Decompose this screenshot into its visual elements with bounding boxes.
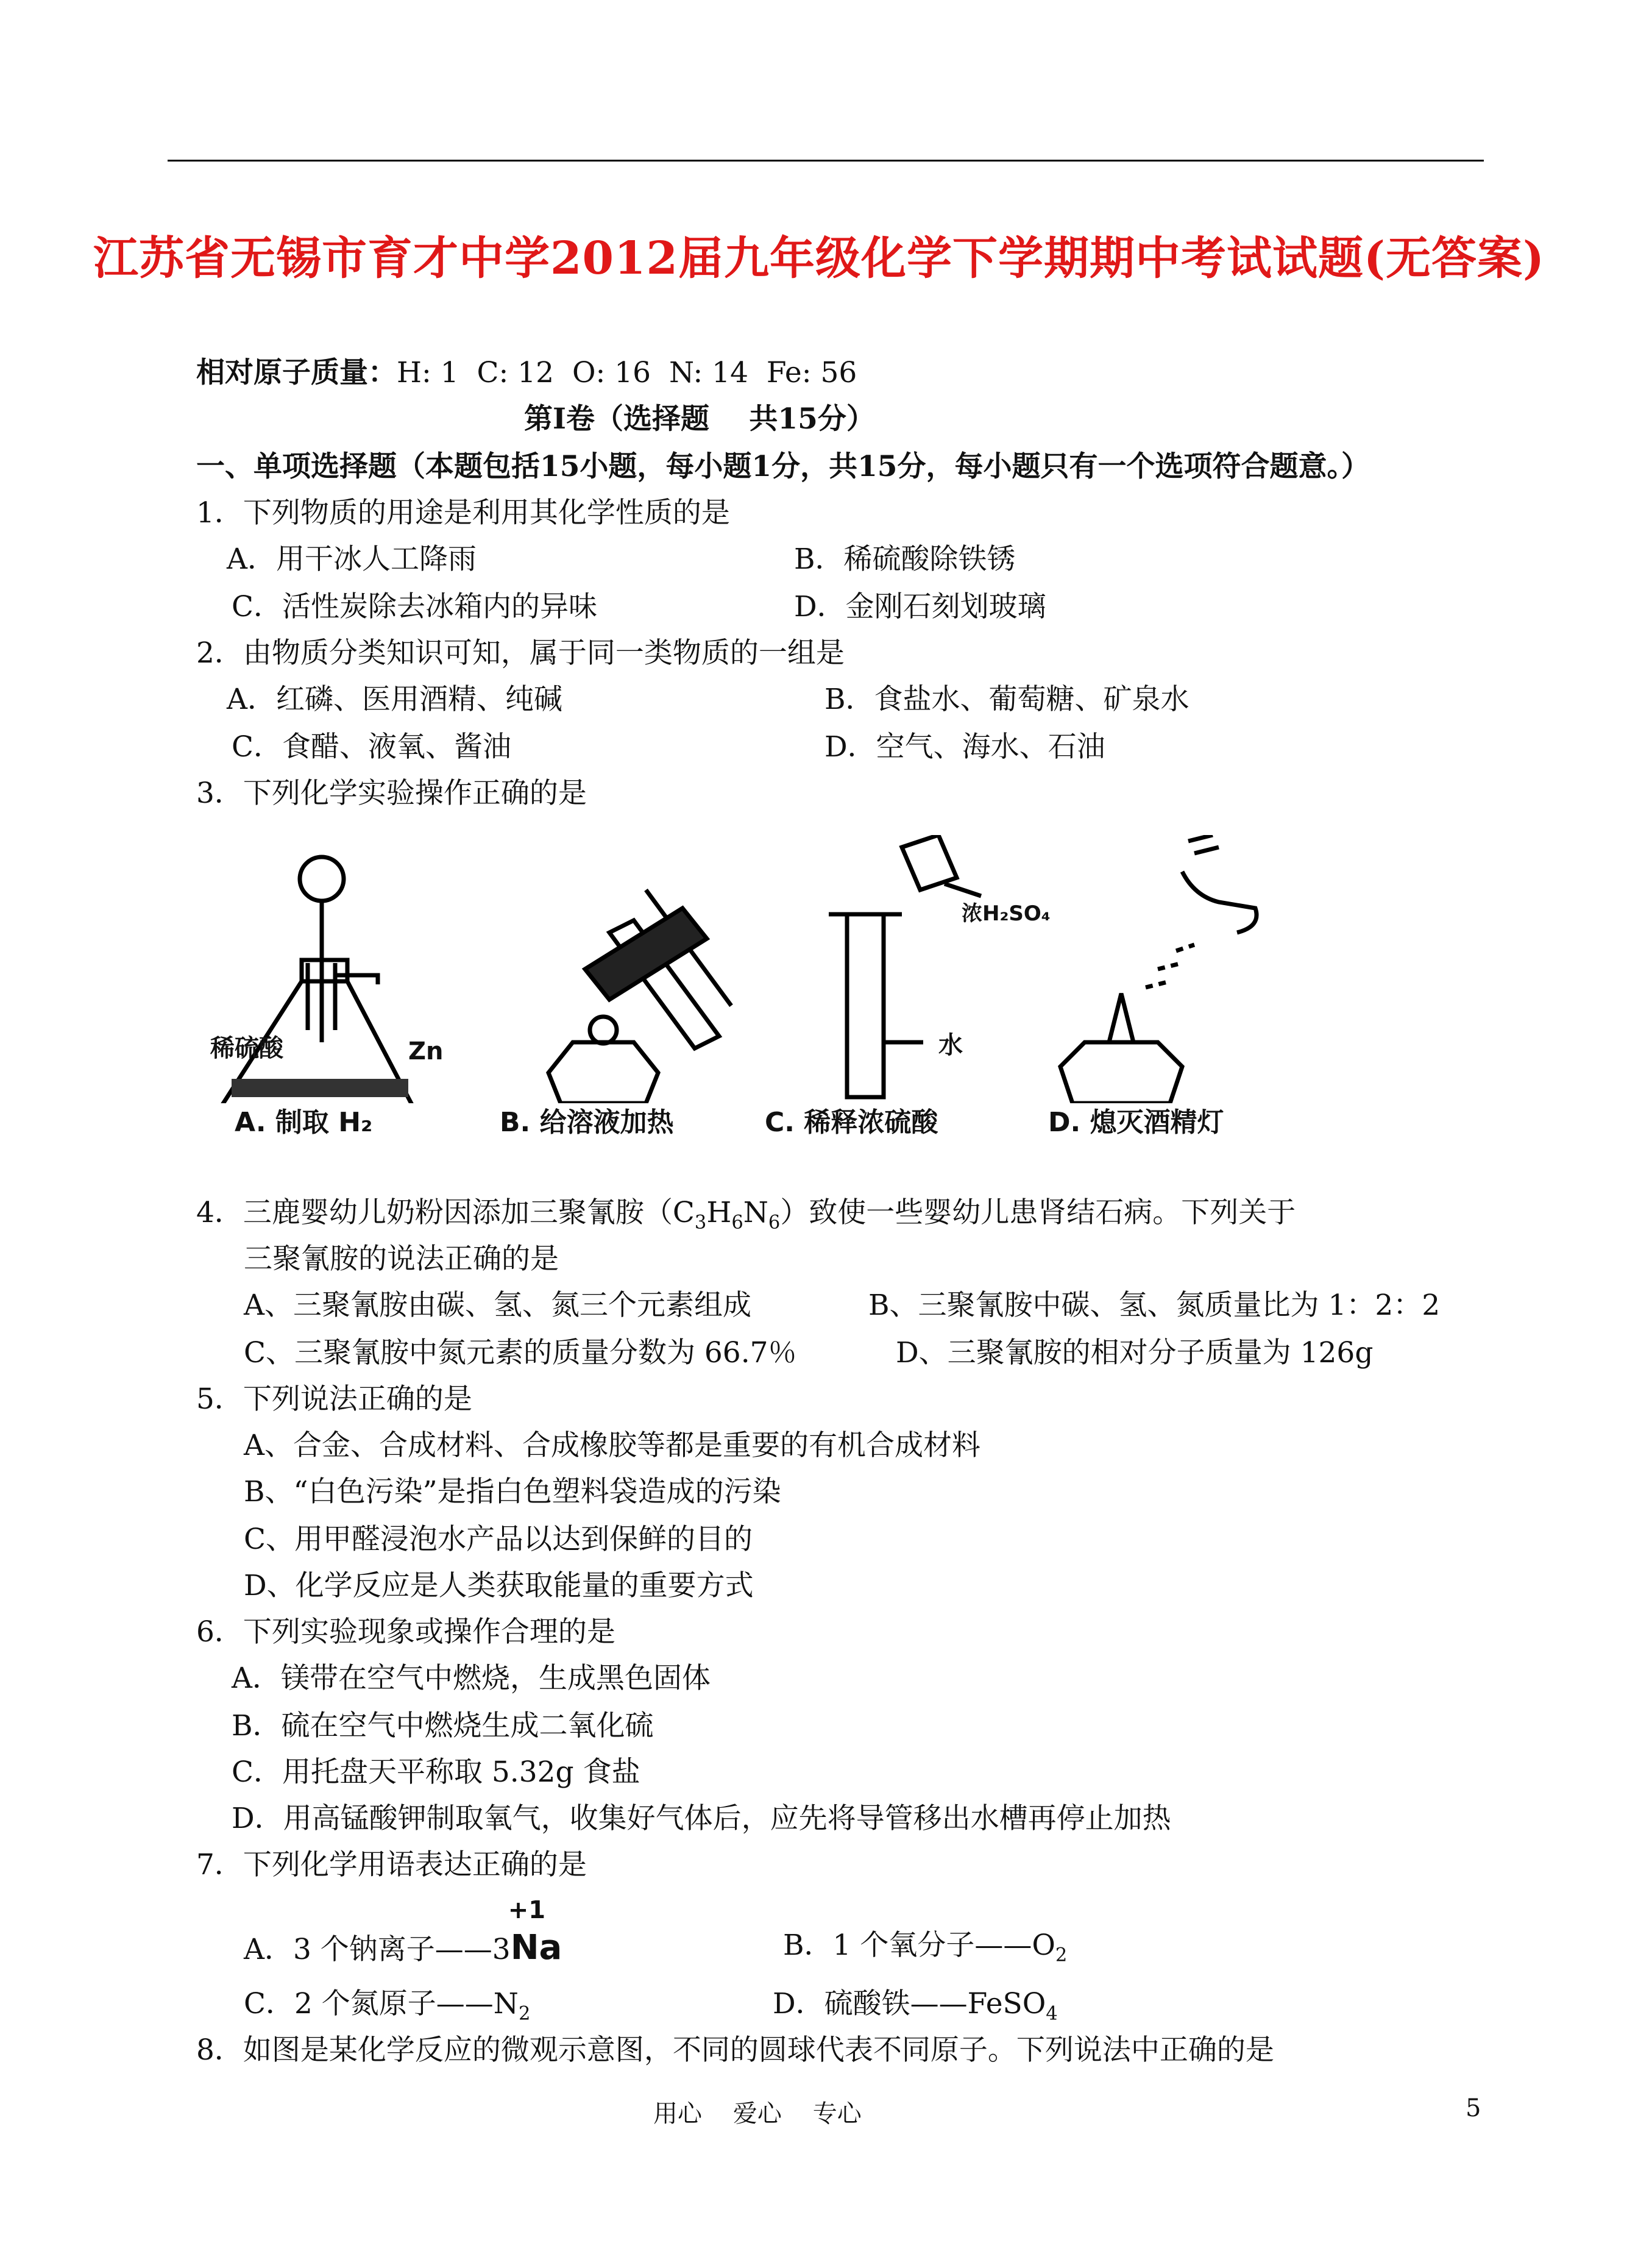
q6-option-c: C．用托盘天平称取 5.32g 食盐	[232, 1755, 640, 1789]
caption-c: C. 稀释浓硫酸	[765, 1107, 938, 1138]
q5-stem: 5．下列说法正确的是	[196, 1382, 472, 1416]
apparatus-d-lamp	[1060, 835, 1257, 1103]
q4-option-b: B、三聚氰胺中碳、氢、氮质量比为 1：2：2	[868, 1289, 1441, 1322]
q4-stem: 4．三鹿婴幼儿奶粉因添加三聚氰胺$(C_3H_6N_6)$致使一些婴幼儿患肾结石病。下列关于	[196, 1196, 1296, 1234]
q1-option-b: B．稀硫酸除铁锈	[794, 542, 1016, 576]
q2-stem: 2．由物质分类知识可知，属于同一类物质的一组是	[196, 636, 845, 670]
atomic-mass-label: 相对原子质量：H: 1 C: 12 O: 16 N: 14 Fe: 56	[196, 356, 857, 389]
caption-b: B. 给溶液加热	[500, 1107, 674, 1138]
q5-option-a: A、合金、合成材料、合成橡胶等都是重要的有机合成材料	[244, 1429, 980, 1462]
q7-option-b: B．1 个氧分子$——O_2$	[783, 1929, 1068, 1966]
page-number: 5	[1466, 2094, 1481, 2122]
q4-option-d: D、三聚氰胺的相对分子质量为 126g	[896, 1336, 1374, 1370]
q6-stem: 6．下列实验现象或操作合理的是	[196, 1615, 615, 1649]
apparatus-b-heating	[548, 890, 731, 1103]
page-title: 江苏省无锡市育才中学2012届九年级化学下学期期中考试试题(无答案)	[93, 232, 1545, 285]
q2-option-b: B．食盐水、葡萄糖、矿泉水	[824, 683, 1190, 716]
label-conc-acid: 浓H₂SO₄	[962, 901, 1051, 926]
q5-option-d: D、化学反应是人类获取能量的重要方式	[244, 1569, 754, 1602]
q4-option-c: C、三聚氰胺中氮元素的质量分数为 66.7％	[244, 1336, 797, 1370]
q7-option-d: D．硫酸铁——FeSO$_4$	[773, 1987, 1058, 2025]
q5-option-b: B、“白色污染”是指白色塑料袋造成的污染	[244, 1475, 781, 1509]
label-dilute-acid: 稀硫酸	[210, 1034, 283, 1062]
q1-option-a: A．用干冰人工降雨	[227, 542, 477, 576]
label-water: 水	[938, 1031, 963, 1059]
q7-option-a: A．3 个钠离子——3 +1 Na	[244, 1896, 562, 1968]
q7-stem: 7．下列化学用语表达正确的是	[196, 1848, 587, 1882]
q1-option-c: C．活性炭除去冰箱内的异味	[232, 590, 597, 624]
footer-motto: 用心 爱心 专心	[653, 2100, 862, 2128]
lab-apparatus-figure	[183, 835, 1280, 1103]
section-heading: 第Ⅰ卷（选择题 共15分）	[524, 402, 875, 436]
q1-option-d: D．金刚石刻划玻璃	[794, 590, 1046, 624]
q1-stem: 1．下列物质的用途是利用其化学性质的是	[196, 496, 730, 530]
caption-a: A. 制取 H₂	[235, 1107, 373, 1138]
q6-option-a: A．镁带在空气中燃烧，生成黑色固体	[232, 1662, 711, 1695]
q2-option-d: D．空气、海水、石油	[824, 730, 1105, 764]
q4-stem-line2: 三聚氰胺的说法正确的是	[244, 1242, 559, 1276]
q2-option-a: A．红磷、医用酒精、纯碱	[227, 683, 562, 716]
q7-option-c: C．2 个氮原子$——N_2$	[244, 1987, 531, 2025]
apparatus-a-liquid	[232, 1079, 408, 1097]
q4-option-a: A、三聚氰胺由碳、氢、氮三个元素组成	[244, 1289, 751, 1322]
label-zinc: Zn	[408, 1037, 444, 1065]
caption-d: D. 熄灭酒精灯	[1048, 1107, 1224, 1138]
q8-stem: 8．如图是某化学反应的微观示意图，不同的圆球代表不同原子。下列说法中正确的是	[196, 2033, 1274, 2067]
apparatus-a-flask	[219, 857, 414, 1103]
sodium-ion-symbol: +1 Na	[508, 1896, 562, 1968]
header-rule	[168, 160, 1484, 162]
q6-option-d: D．用高锰酸钾制取氧气，收集好气体后，应先将导管移出水槽再停止加热	[232, 1802, 1171, 1835]
q3-stem: 3．下列化学实验操作正确的是	[196, 777, 587, 810]
q6-option-b: B．硫在空气中燃烧生成二氧化硫	[232, 1709, 654, 1743]
q2-option-c: C．食醋、液氧、酱油	[232, 730, 511, 764]
part-heading: 一、单项选择题（本题包括15小题，每小题1分，共15分，每小题只有一个选项符合题意。）	[196, 450, 1370, 483]
q5-option-c: C、用甲醛浸泡水产品以达到保鲜的目的	[244, 1523, 753, 1556]
